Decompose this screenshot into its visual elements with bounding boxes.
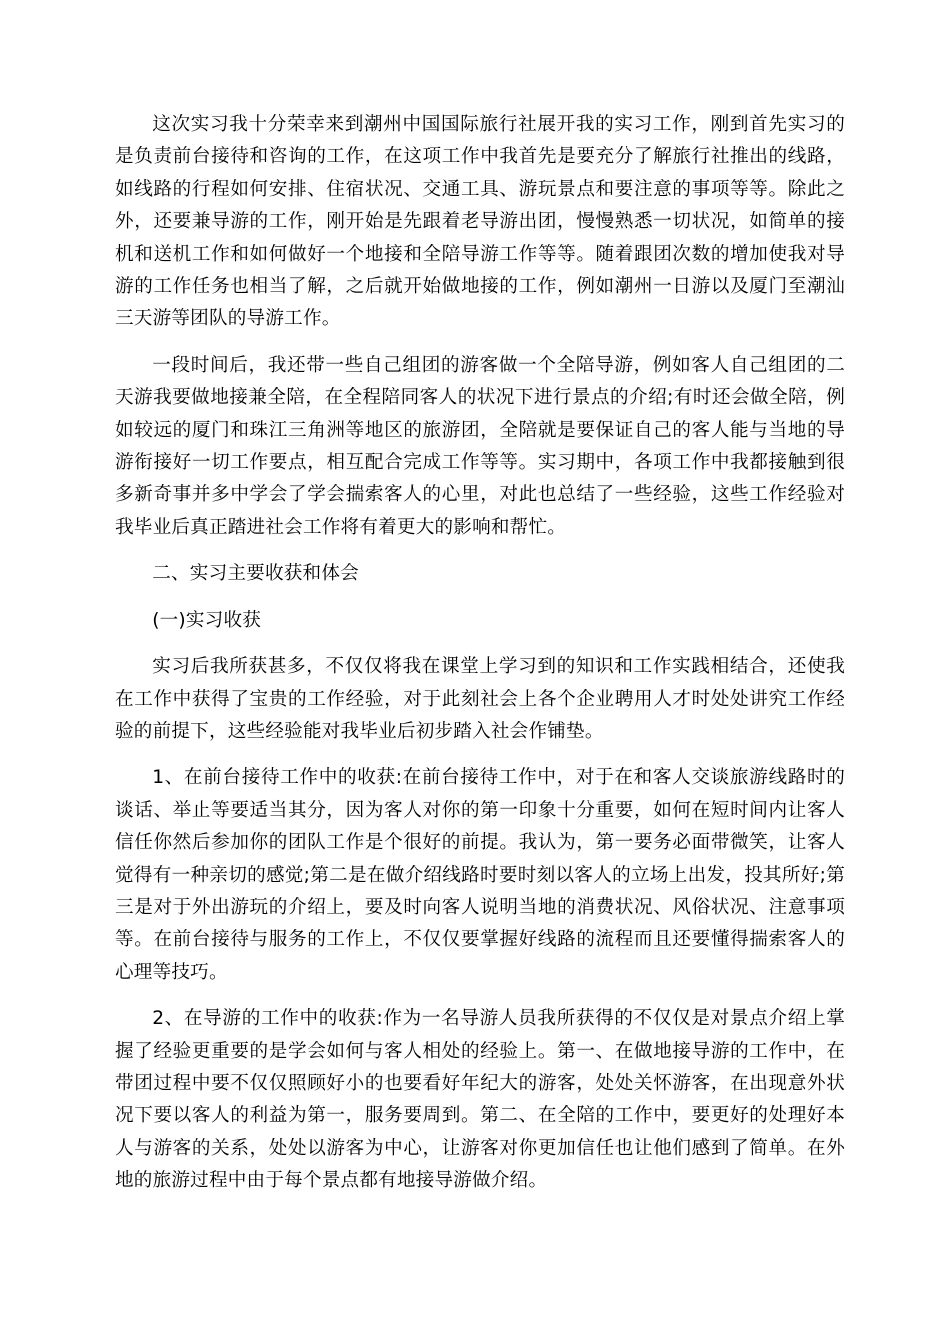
- paragraph-escort-guide: 一段时间后，我还带一些自己组团的游客做一个全陪导游，例如客人自己组团的二天游我要做地接兼全陪，在全程陪同客人的状况下进行景点的介绍;有时还会做全陪，例如较远的厦门和珠江三角洲等地区的旅游团，全陪就是要保证自己的客人能与当地的导游衔接好一切工作要点，相互配合完成工作等等。实习期中，各项工作中我都接触到很多新奇事并多中学会了学会揣索客人的心里，对此也总结了一些经验，这些工作经验对我毕业后真正踏进社会工作将有着更大的影响和帮忙。: [115, 354, 845, 538]
- paragraph-tour-guide-gains: 2、在导游的工作中的收获:作为一名导游人员我所获得的不仅仅是对景点介绍上掌握了经验更重要的是学会如何与客人相处的经验上。第一、在做地接导游的工作中，在带团过程中要不仅仅照顾好小的也要看好年纪大的游客，处处关怀游客，在出现意外状况下要以客人的利益为第一，服务要周到。第二、在全陪的工作中，要更好的处理好本人与游客的关系，处处以游客为中心，让游客对你更加信任也让他们感到了简单。在外地的旅游过程中由于每个景点都有地接导游做介绍。: [115, 1008, 845, 1192]
- paragraph-internship-intro: 这次实习我十分荣幸来到潮州中国国际旅行社展开我的实习工作，刚到首先实习的是负责前台接待和咨询的工作，在这项工作中我首先是要充分了解旅行社推出的线路，如线路的行程如何安排、住宿状况、交通工具、游玩景点和要注意的事项等等。除此之外，还要兼导游的工作，刚开始是先跟着老导游出团，慢慢熟悉一切状况，如简单的接机和送机工作和如何做好一个地接和全陪导游工作等等。随着跟团次数的增加使我对导游的工作任务也相当了解，之后就开始做地接的工作，例如潮州一日游以及厦门至潮汕三天游等团队的导游工作。: [115, 114, 845, 330]
- document-body: [115, 109, 845, 1212]
- paragraph-gains-summary: 实习后我所获甚多，不仅仅将我在课堂上学习到的知识和工作实践相结合，还使我在工作中获得了宝贵的工作经验，对于此刻社会上各个企业聘用人才时处处讲究工作经验的前提下，这些经验能对我毕业后初步踏入社会作铺垫。: [115, 656, 845, 742]
- subsection-heading-internship-gains: (一)实习收获: [152, 609, 262, 631]
- section-heading-gains: 二、实习主要收获和体会: [152, 563, 359, 585]
- paragraph-front-desk-gains: 1、在前台接待工作中的收获:在前台接待工作中，对于在和客人交谈旅游线路时的谈话、举止等要适当其分，因为客人对你的第一印象十分重要，如何在短时间内让客人信任你然后参加你的团队工作是个很好的前提。我认为，第一要务必面带微笑，让客人觉得有一种亲切的感觉;第二是在做介绍线路时要时刻以客人的立场上出发，投其所好;第三是对于外出游玩的介绍上，要及时向客人说明当地的消费状况、风俗状况、注意事项等。在前台接待与服务的工作上，不仅仅要掌握好线路的流程而且还要懂得揣索客人的心理等技巧。: [115, 767, 845, 983]
